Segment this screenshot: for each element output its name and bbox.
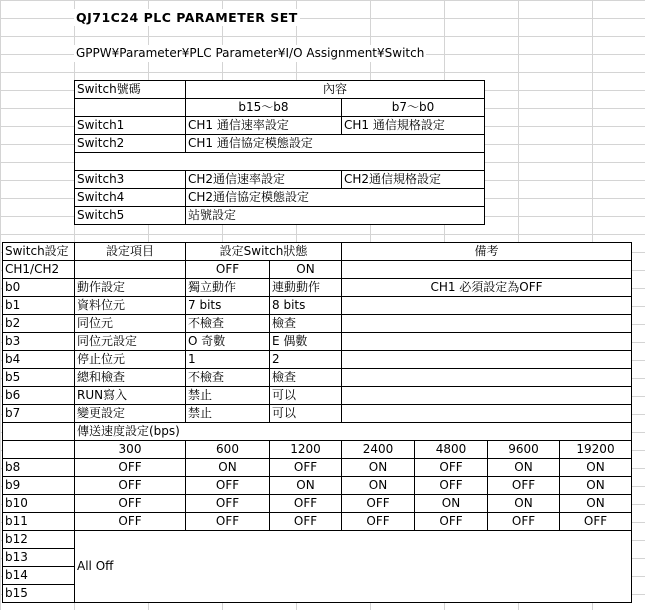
speed-cell[interactable]: OFF [342, 495, 415, 513]
table-row [3, 531, 632, 549]
off-value[interactable]: 禁止 [186, 405, 270, 423]
note-value[interactable] [342, 315, 632, 333]
speed-cell[interactable]: ON [186, 459, 270, 477]
speed-cell[interactable]: OFF [75, 477, 186, 495]
table-row [3, 495, 632, 513]
parameter-path: GPPW¥Parameter¥PLC Parameter¥I/O Assignment¥Switch [76, 46, 425, 60]
table-row [3, 387, 632, 405]
bit-label[interactable]: b12 [3, 531, 75, 549]
item-header[interactable]: 設定項目 [75, 243, 186, 261]
table-row [3, 369, 632, 387]
on-value[interactable]: 檢查 [270, 315, 342, 333]
on-header[interactable]: ON [270, 261, 342, 279]
off-value[interactable]: O 奇數 [186, 333, 270, 351]
on-value[interactable]: 可以 [270, 387, 342, 405]
table-row [3, 477, 632, 495]
speed-cell[interactable]: ON [560, 495, 632, 513]
on-value[interactable]: 可以 [270, 405, 342, 423]
bit-label[interactable]: b4 [3, 351, 75, 369]
on-value[interactable]: 8 bits [270, 297, 342, 315]
speed-cell[interactable]: OFF [415, 477, 488, 495]
speed-cell[interactable]: OFF [75, 513, 186, 531]
off-value[interactable]: 不檢查 [186, 369, 270, 387]
speed-cell[interactable]: OFF [270, 459, 342, 477]
note-value[interactable] [342, 297, 632, 315]
speed-cell[interactable]: ON [488, 459, 560, 477]
speed-2400[interactable]: 2400 [342, 441, 415, 459]
switch-name[interactable]: Switch2 [75, 135, 186, 153]
speed-cell[interactable]: OFF [415, 513, 488, 531]
speed-cell[interactable]: ON [560, 477, 632, 495]
speed-9600[interactable]: 9600 [488, 441, 560, 459]
empty-cell[interactable] [3, 441, 75, 459]
table-row [3, 297, 632, 315]
note-value[interactable] [342, 351, 632, 369]
speed-cell[interactable]: OFF [270, 513, 342, 531]
bit-label[interactable]: b1 [3, 297, 75, 315]
on-value[interactable]: 檢查 [270, 369, 342, 387]
off-header[interactable]: OFF [186, 261, 270, 279]
speed-cell[interactable]: ON [415, 495, 488, 513]
item-label[interactable]: 同位元 [75, 315, 186, 333]
table-row [3, 405, 632, 423]
switch-lo[interactable]: CH2通信規格設定 [342, 171, 485, 189]
switch-lo[interactable]: CH1 通信規格設定 [342, 117, 485, 135]
switch-name[interactable]: Switch1 [75, 117, 186, 135]
bit-label[interactable]: b15 [3, 585, 75, 603]
speed-cell[interactable]: ON [270, 477, 342, 495]
speed-cell[interactable]: OFF [270, 495, 342, 513]
empty-cell[interactable] [75, 99, 186, 117]
speed-cell[interactable]: OFF [186, 495, 270, 513]
table-row [3, 513, 632, 531]
channel-header[interactable]: CH1/CH2 [3, 261, 75, 279]
speed-cell[interactable]: ON [342, 477, 415, 495]
speed-4800[interactable]: 4800 [415, 441, 488, 459]
speed-cell[interactable]: ON [342, 459, 415, 477]
note-value[interactable] [342, 405, 632, 423]
speed-300[interactable]: 300 [75, 441, 186, 459]
sub-header-b15-b8[interactable]: b15～b8 [186, 99, 342, 117]
on-value[interactable]: E 偶數 [270, 333, 342, 351]
speed-cell[interactable]: OFF [186, 513, 270, 531]
note-value[interactable] [342, 369, 632, 387]
table-row [3, 279, 632, 297]
off-value[interactable]: 禁止 [186, 387, 270, 405]
speed-cell[interactable]: OFF [75, 495, 186, 513]
table-row [75, 171, 485, 189]
speed-cell[interactable]: OFF [342, 513, 415, 531]
switch-name[interactable]: Switch4 [75, 189, 186, 207]
speed-cell[interactable]: OFF [560, 513, 632, 531]
item-label[interactable]: 停止位元 [75, 351, 186, 369]
item-label[interactable]: 資料位元 [75, 297, 186, 315]
bit-label[interactable]: b11 [3, 513, 75, 531]
bit-label[interactable]: b14 [3, 567, 75, 585]
bit-label[interactable]: b7 [3, 405, 75, 423]
speed-cell[interactable]: ON [560, 459, 632, 477]
speed-600[interactable]: 600 [186, 441, 270, 459]
off-value[interactable]: 7 bits [186, 297, 270, 315]
switch-name[interactable]: Switch3 [75, 171, 186, 189]
switch-name[interactable]: Switch5 [75, 207, 186, 225]
speed-cell[interactable]: OFF [415, 459, 488, 477]
item-label[interactable]: RUN寫入 [75, 387, 186, 405]
note-value[interactable] [342, 387, 632, 405]
table-row [75, 207, 485, 225]
bit-label[interactable]: b10 [3, 495, 75, 513]
off-value[interactable]: 不檢查 [186, 315, 270, 333]
content-header[interactable]: 內容 [186, 81, 485, 99]
sub-header-b7-b0[interactable]: b7～b0 [342, 99, 485, 117]
table-row [75, 153, 485, 171]
note-header[interactable]: 備考 [342, 243, 632, 261]
settings-table [2, 242, 632, 603]
bit-label[interactable]: b3 [3, 333, 75, 351]
item-label[interactable]: 同位元設定 [75, 333, 186, 351]
switch-hi[interactable]: CH1 通信速率設定 [186, 117, 342, 135]
switch-hi[interactable]: 站號設定 [186, 207, 485, 225]
all-off-cell[interactable]: All Off [75, 531, 632, 603]
speed-1200[interactable]: 1200 [270, 441, 342, 459]
item-label[interactable]: 總和檢查 [75, 369, 186, 387]
speed-cell[interactable]: OFF [488, 477, 560, 495]
switch-table [74, 80, 485, 225]
switch-hi[interactable]: CH2通信速率設定 [186, 171, 342, 189]
on-value[interactable]: 連動動作 [270, 279, 342, 297]
empty-cell[interactable] [3, 423, 75, 441]
table-row [3, 459, 632, 477]
bit-label[interactable]: b2 [3, 315, 75, 333]
bit-label[interactable]: b9 [3, 477, 75, 495]
bit-label[interactable]: b5 [3, 369, 75, 387]
table-row [3, 351, 632, 369]
off-value[interactable]: 1 [186, 351, 270, 369]
sheet-title: QJ71C24 PLC PARAMETER SET [76, 10, 298, 25]
table-row [75, 189, 485, 207]
table-row [75, 117, 485, 135]
state-header[interactable]: 設定Switch狀態 [186, 243, 342, 261]
switch-setting-header[interactable]: Switch設定 [3, 243, 75, 261]
speed-cell[interactable]: OFF [488, 513, 560, 531]
table-row [3, 333, 632, 351]
switch-number-header[interactable]: Switch號碼 [75, 81, 186, 99]
spacer-row[interactable] [75, 153, 485, 171]
bit-label[interactable]: b8 [3, 459, 75, 477]
speed-cell[interactable]: ON [488, 495, 560, 513]
item-label[interactable]: 動作設定 [75, 279, 186, 297]
table-row [75, 135, 485, 153]
item-label[interactable]: 變更設定 [75, 405, 186, 423]
switch-hi[interactable]: CH2通信協定模態設定 [186, 189, 485, 207]
speed-19200[interactable]: 19200 [560, 441, 632, 459]
table-row [3, 315, 632, 333]
speed-label[interactable]: 傳送速度設定(bps) [75, 423, 632, 441]
speed-cell[interactable]: OFF [186, 477, 270, 495]
note-value[interactable]: CH1 必須設定為OFF [342, 279, 632, 297]
off-value[interactable]: 獨立動作 [186, 279, 270, 297]
empty-cell[interactable] [75, 261, 186, 279]
switch-hi[interactable]: CH1 通信協定模態設定 [186, 135, 485, 153]
note-value[interactable] [342, 333, 632, 351]
on-value[interactable]: 2 [270, 351, 342, 369]
bit-label[interactable]: b6 [3, 387, 75, 405]
speed-cell[interactable]: OFF [75, 459, 186, 477]
bit-label[interactable]: b0 [3, 279, 75, 297]
bit-label[interactable]: b13 [3, 549, 75, 567]
empty-cell[interactable] [342, 261, 632, 279]
